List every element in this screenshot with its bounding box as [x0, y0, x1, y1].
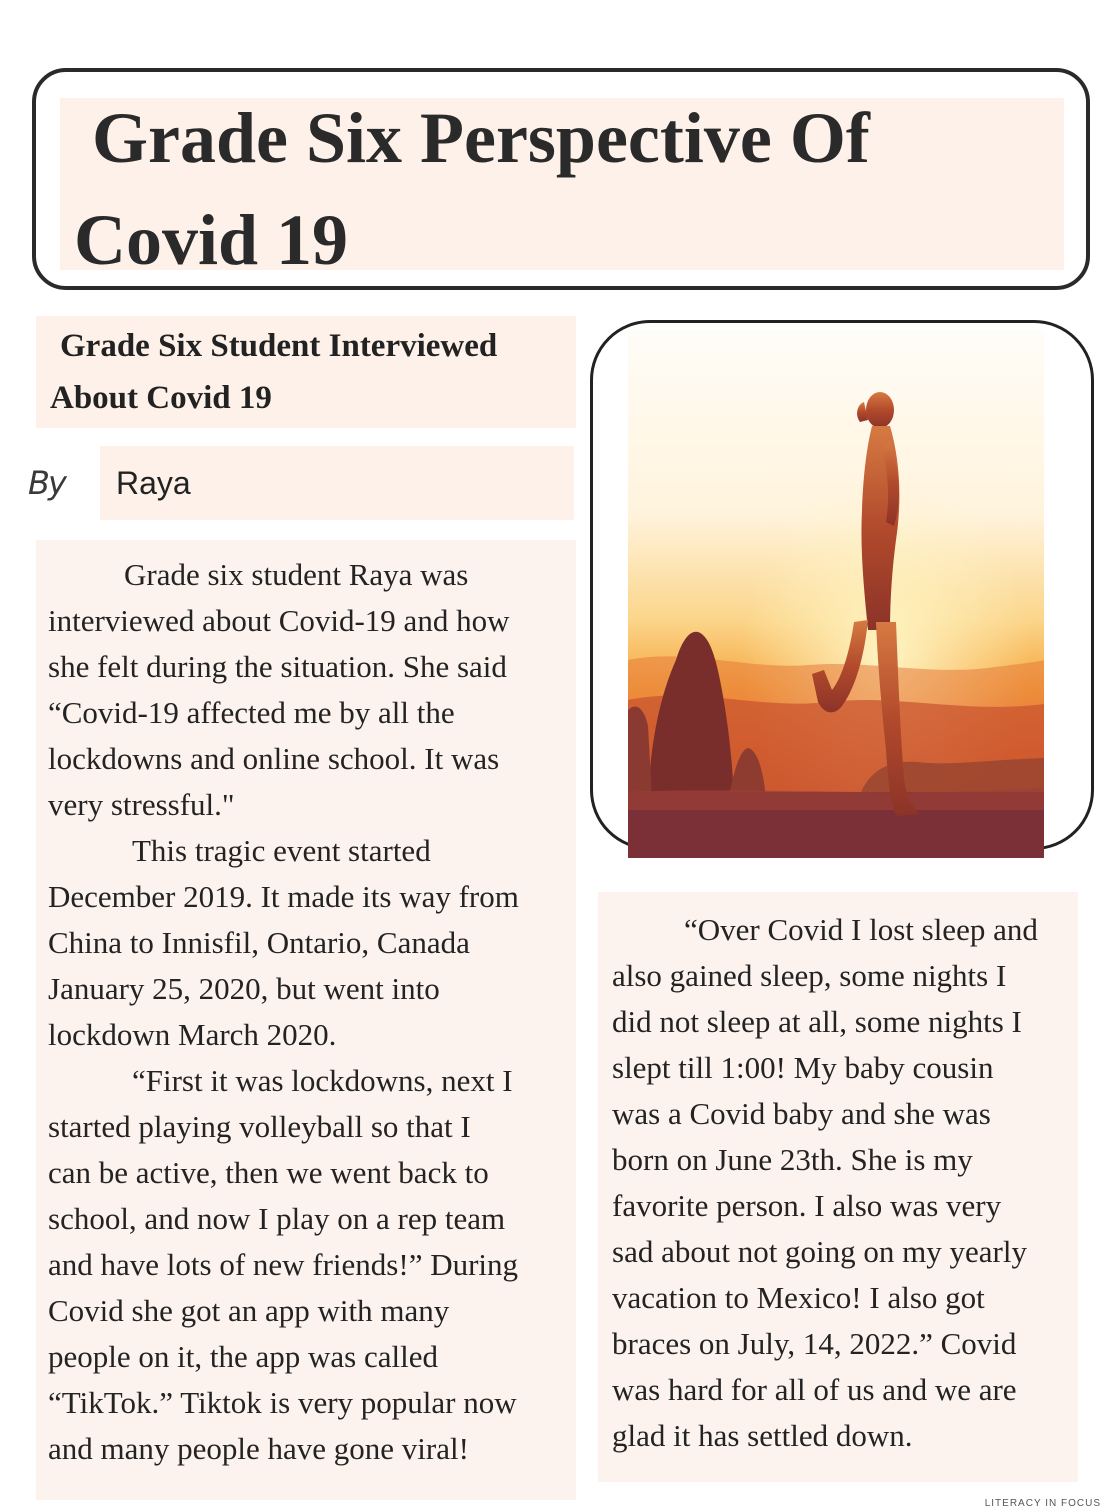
- article-line: favorite person. I also was very: [612, 1188, 1002, 1223]
- subheadline-line-2: About Covid 19: [50, 380, 272, 416]
- title-box: [32, 68, 1090, 290]
- article-line: This tragic event started: [132, 833, 431, 868]
- article-line: January 25, 2020, but went into: [48, 971, 440, 1006]
- article-line: can be active, then we went back to: [48, 1155, 489, 1190]
- article-line: lockdown March 2020.: [48, 1017, 337, 1052]
- article-line: very stressful.": [48, 787, 235, 822]
- article-line: school, and now I play on a rep team: [48, 1201, 506, 1236]
- article-line: vacation to Mexico! I also got: [612, 1280, 985, 1315]
- article-line: was hard for all of us and we are: [612, 1372, 1017, 1407]
- article-line: “First it was lockdowns, next I: [132, 1063, 513, 1098]
- article-line: started playing volleyball so that I: [48, 1109, 471, 1144]
- article-line: interviewed about Covid-19 and how: [48, 603, 510, 638]
- article-line: people on it, the app was called: [48, 1339, 438, 1374]
- article-line: Covid she got an app with many: [48, 1293, 450, 1328]
- article-line: China to Innisfil, Ontario, Canada: [48, 925, 470, 960]
- byline-name: Raya: [116, 465, 191, 501]
- article-line: Grade six student Raya was: [124, 557, 469, 592]
- article-line: and have lots of new friends!” During: [48, 1247, 519, 1282]
- article-line: lockdowns and online school. It was: [48, 741, 500, 776]
- headline-line-1: Grade Six Perspective Of: [92, 98, 870, 178]
- article-line: braces on July, 14, 2022.” Covid: [612, 1326, 1017, 1361]
- article-line: also gained sleep, some nights I: [612, 958, 1007, 993]
- article-line: was a Covid baby and she was: [612, 1096, 991, 1131]
- article-line: December 2019. It made its way from: [48, 879, 519, 914]
- article-line: slept till 1:00! My baby cousin: [612, 1050, 994, 1085]
- byline-label: By: [28, 464, 65, 502]
- article-line: and many people have gone viral!: [48, 1431, 469, 1466]
- subheadline-line-1: Grade Six Student Interviewed: [60, 328, 498, 364]
- headline-line-2: Covid 19: [74, 200, 349, 280]
- article-line: did not sleep at all, some nights I: [612, 1004, 1022, 1039]
- article-line: “Over Covid I lost sleep and: [684, 912, 1038, 947]
- article-line: born on June 23th. She is my: [612, 1142, 973, 1177]
- article-line: “TikTok.” Tiktok is very popular now: [48, 1385, 517, 1420]
- article-line: glad it has settled down.: [612, 1418, 913, 1453]
- runner-sunset-photo: [628, 330, 1044, 858]
- footer-mark: LITERACY IN FOCUS: [984, 1498, 1101, 1509]
- article-line: she felt during the situation. She said: [48, 649, 507, 684]
- article-line: “Covid-19 affected me by all the: [48, 695, 455, 730]
- article-line: sad about not going on my yearly: [612, 1234, 1027, 1269]
